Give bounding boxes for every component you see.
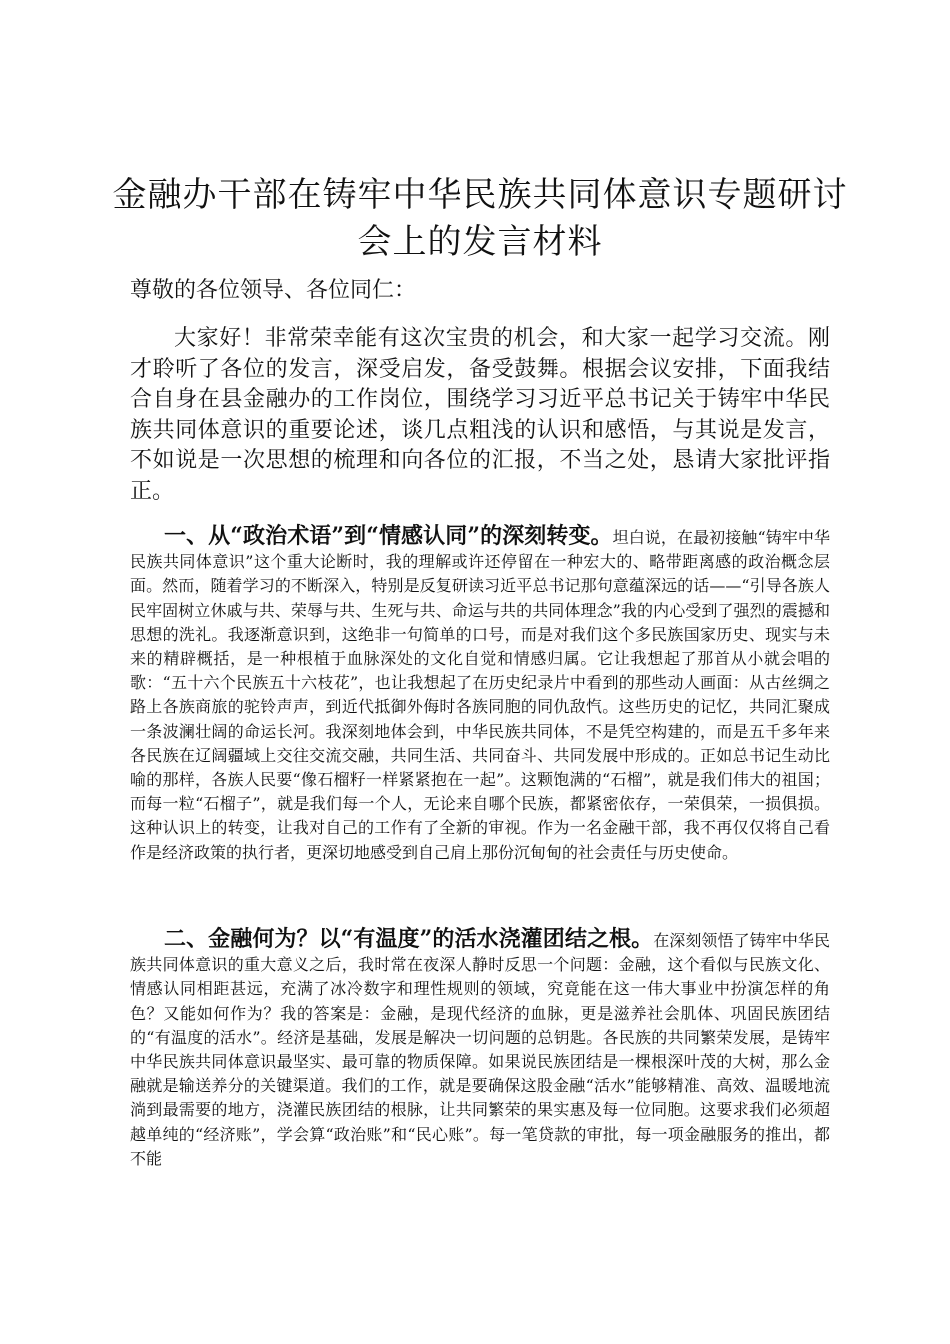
section-2-heading: 二、金融何为？以“有温度”的活水浇灌团结之根。 — [164, 926, 654, 952]
section-2-body: 在深刻领悟了铸牢中华民族共同体意识的重大意义之后，我时常在夜深人静时反思一个问题：金融，这个看似与民族文化、情感认同相距甚远，充满了冰冷数字和理性规则的领域，究竟能在这一伟大事业中扮演怎样的角色？又能如何作为？我的答案是：金融，是现代经济的血脉，更是滋养社会肌体、巩固民族团结的“有温度的活水”。经济是基础，发展是解决一切问题的总钥匙。各民族的共同繁荣发展，是铸牢中华民族共同体意识最坚实、最可靠的物质保障。如果说民族团结是一棵根深叶茂的大树，那么金融就是输送养分的关键渠道。我们的工作，就是要确保这股金融“活水”能够精准、高效、温暖地流淌到最需要的地方，浇灌民族团结的根脉，让共同繁荣的果实惠及每一位同胞。这要求我们必须超越单纯的“经济账”，学会算“政治账”和“民心账”。每一笔贷款的审批，每一项金融服务的推出，都不能 — [130, 931, 830, 1168]
section-2-paragraph — [130, 927, 830, 1171]
section-1-body: 坦白说，在最初接触“铸牢中华民族共同体意识”这个重大论断时，我的理解或许还停留在一种宏大的、略带距离感的政治概念层面。然而，随着学习的不断深入，特别是反复研读习近平总书记那句意蕴深远的话——“引导各族人民牢固树立休戚与共、荣辱与共、生死与共、命运与共的共同体理念”我的内心受到了强烈的震撼和思想的洗礼。我逐渐意识到，这绝非一句简单的口号，而是对我们这个多民族国家历史、现实与未来的精辟概括，是一种根植于血脉深处的文化自觉和情感归属。它让我想起了那首从小就会唱的歌：“五十六个民族五十六枝花”，也让我想起了在历史纪录片中看到的那些动人画面：从古丝绸之路上各族商旅的驼铃声声，到近代抵御外侮时各族同胞的同仇敌忾。这些历史的记忆，共同汇聚成一条波澜壮阔的命运长河。我深刻地体会到，中华民族共同体，不是凭空构建的，而是五千多年来各民族在辽阔疆域上交往交流交融，共同生活、共同奋斗、共同发展中形成的。正如总书记生动比喻的那样，各族人民要“像石榴籽一样紧紧抱在一起”。这颗饱满的“石榴”，就是我们伟大的祖国；而每一粒“石榴子”，就是我们每一个人，无论来自哪个民族，都紧密依存，一荣俱荣，一损俱损。这种认识上的转变，让我对自己的工作有了全新的审视。作为一名金融干部，我不再仅仅将自己看作是经济政策的执行者，更深切地感受到自己肩上那份沉甸甸的社会责任与历史使命。 — [130, 528, 830, 862]
document-title: 金融办干部在铸牢中华民族共同体意识专题研讨会上的发言材料 — [112, 175, 848, 262]
intro-paragraph: 大家好！非常荣幸能有这次宝贵的机会，和大家一起学习交流。刚才聆听了各位的发言，深受启发，备受鼓舞。根据会议安排，下面我结合自身在县金融办的工作岗位，围绕学习习近平总书记关于铸牢中华民族共同体意识的重要论述，谈几点粗浅的认识和感悟，与其说是发言，不如说是一次思想的梳理和向各位的汇报，不当之处，恳请大家批评指正。 — [130, 326, 830, 504]
section-1-heading: 一、从“政治术语”到“情感认同”的深刻转变。 — [164, 523, 613, 549]
salutation: 尊敬的各位领导、各位同仁： — [130, 278, 417, 303]
section-1-paragraph — [130, 524, 830, 865]
